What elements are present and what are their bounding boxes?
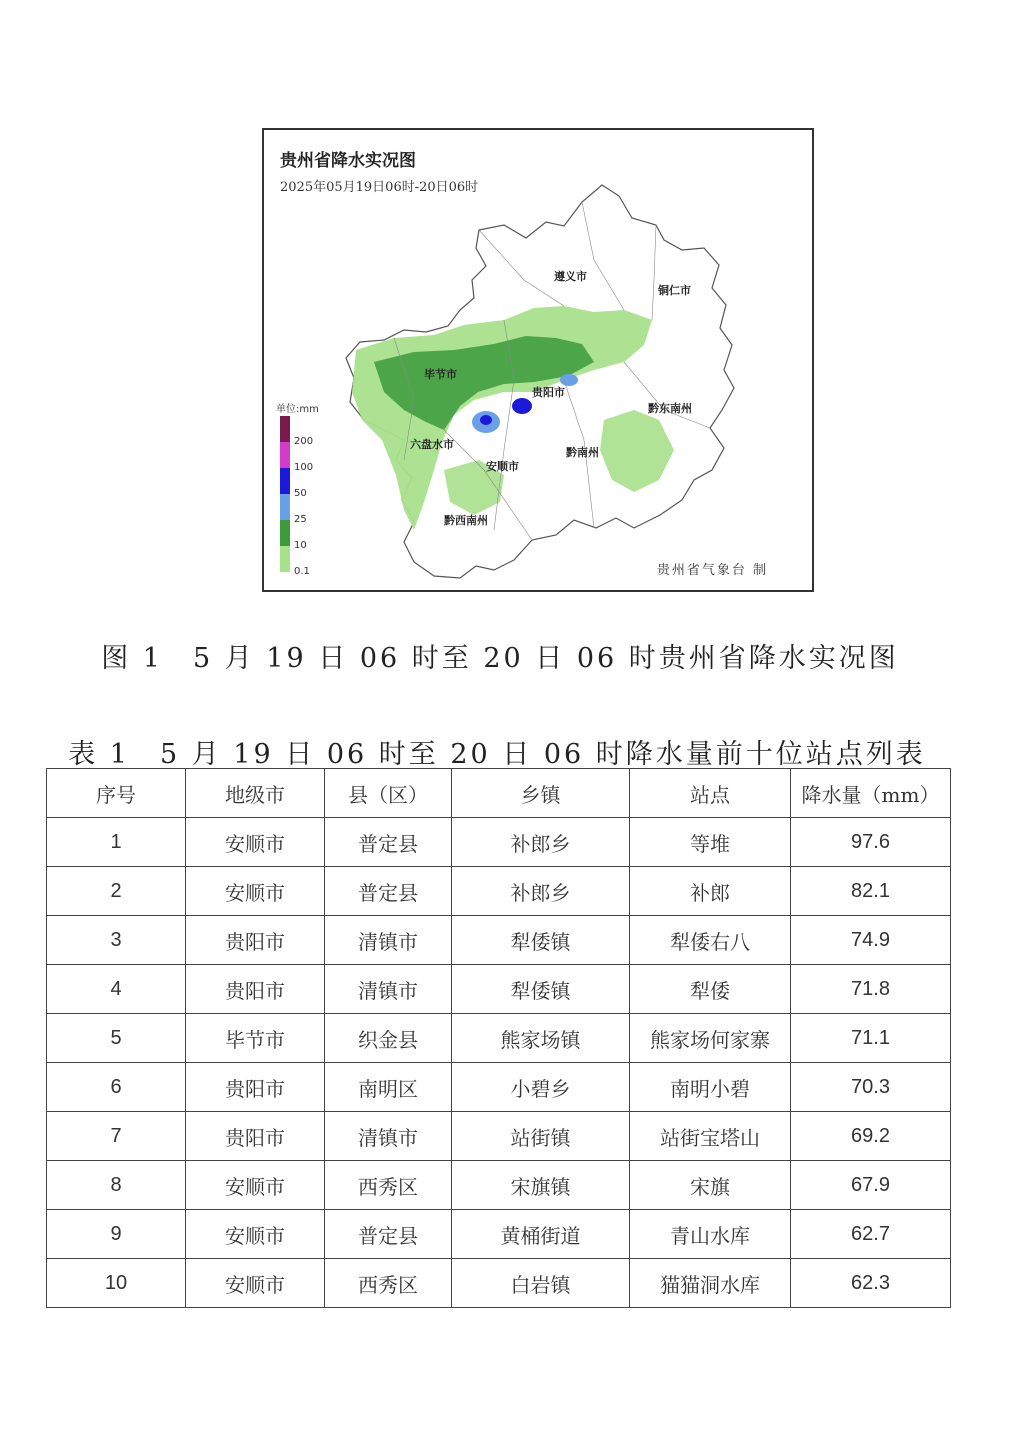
cell-city: 贵阳市 [186,965,325,1014]
city-label: 遵义市 [554,270,587,283]
city-label: 毕节市 [424,368,457,381]
legend-swatch-10 [280,520,290,546]
cell-index: 6 [47,1063,186,1112]
city-label: 六盘水市 [410,438,454,451]
cell-index: 8 [47,1161,186,1210]
cell-station: 犁倭 [630,965,791,1014]
cell-county: 清镇市 [325,965,452,1014]
city-label: 贵阳市 [532,386,565,399]
cell-county: 南明区 [325,1063,452,1112]
cell-town: 补郎乡 [452,818,630,867]
cell-index: 5 [47,1014,186,1063]
cell-station: 熊家场何家寨 [630,1014,791,1063]
precipitation-table [46,768,951,1308]
table-row [47,916,951,965]
table-row [47,1161,951,1210]
cell-index: 1 [47,818,186,867]
cell-precipitation: 67.9 [791,1161,951,1210]
cell-station: 南明小碧 [630,1063,791,1112]
cell-precipitation: 70.3 [791,1063,951,1112]
figure-caption: 图 1 5 月 19 日 06 时至 20 日 06 时贵州省降水实况图 [101,643,899,674]
city-label: 黔西南州 [444,514,488,527]
cell-precipitation: 82.1 [791,867,951,916]
precipitation-map [262,128,814,592]
cell-station: 犁倭右八 [630,916,791,965]
map-credit: 贵州省气象台 制 [656,563,768,578]
cell-city: 贵阳市 [186,1063,325,1112]
cell-precipitation: 62.3 [791,1259,951,1308]
rain-area-heavy-2 [512,398,532,414]
header-town: 乡镇 [452,769,630,818]
legend-label: 50 [294,488,307,499]
cell-precipitation: 74.9 [791,916,951,965]
header-station: 站点 [630,769,791,818]
cell-city: 安顺市 [186,867,325,916]
cell-index: 4 [47,965,186,1014]
cell-town: 黄桶街道 [452,1210,630,1259]
cell-index: 2 [47,867,186,916]
table-row [47,818,951,867]
cell-city: 安顺市 [186,818,325,867]
cell-city: 贵阳市 [186,1112,325,1161]
legend-swatch-25 [280,494,290,520]
cell-town: 熊家场镇 [452,1014,630,1063]
rain-area-heavy-4 [480,415,492,425]
cell-town: 犁倭镇 [452,916,630,965]
cell-precipitation: 62.7 [791,1210,951,1259]
cell-station: 青山水库 [630,1210,791,1259]
cell-station: 补郎 [630,867,791,916]
cell-city: 毕节市 [186,1014,325,1063]
table-row [47,867,951,916]
cell-city: 安顺市 [186,1259,325,1308]
cell-county: 普定县 [325,818,452,867]
cell-precipitation: 71.1 [791,1014,951,1063]
cell-county: 普定县 [325,867,452,916]
cell-index: 3 [47,916,186,965]
city-label: 黔南州 [566,446,599,459]
cell-town: 站街镇 [452,1112,630,1161]
cell-precipitation: 97.6 [791,818,951,867]
cell-county: 清镇市 [325,916,452,965]
cell-station: 等堆 [630,818,791,867]
cell-county: 清镇市 [325,1112,452,1161]
legend-swatch-50 [280,468,290,494]
legend-swatch-200 [280,416,290,442]
cell-county: 西秀区 [325,1161,452,1210]
table-row [47,1259,951,1308]
cell-station: 宋旗 [630,1161,791,1210]
cell-station: 站街宝塔山 [630,1112,791,1161]
guizhou-map-graphic [264,130,814,592]
cell-city: 安顺市 [186,1210,325,1259]
cell-city: 贵阳市 [186,916,325,965]
cell-county: 西秀区 [325,1259,452,1308]
table-row [47,1014,951,1063]
legend-bar [280,416,290,572]
table-row [47,1063,951,1112]
cell-town: 小碧乡 [452,1063,630,1112]
legend-label: 10 [294,540,307,551]
cell-station: 猫猫洞水库 [630,1259,791,1308]
header-county: 县（区） [325,769,452,818]
header-index: 序号 [47,769,186,818]
table-header-row [47,769,951,818]
cell-index: 10 [47,1259,186,1308]
cell-index: 7 [47,1112,186,1161]
cell-precipitation: 69.2 [791,1112,951,1161]
cell-town: 犁倭镇 [452,965,630,1014]
cell-county: 织金县 [325,1014,452,1063]
map-title: 贵州省降水实况图 [280,151,416,171]
legend-unit: 单位:mm [276,404,319,415]
cell-precipitation: 71.8 [791,965,951,1014]
legend-swatch-100 [280,442,290,468]
cell-town: 补郎乡 [452,867,630,916]
city-label: 安顺市 [486,460,519,473]
cell-county: 普定县 [325,1210,452,1259]
header-city: 地级市 [186,769,325,818]
city-label: 黔东南州 [648,402,692,415]
cell-index: 9 [47,1210,186,1259]
table-title: 表 1 5 月 19 日 06 时至 20 日 06 时降水量前十位站点列表 [68,739,926,770]
legend-label: 200 [294,436,314,447]
legend-label: 0.1 [294,566,310,577]
table-row [47,1210,951,1259]
header-precipitation: 降水量（mm） [791,769,951,818]
cell-town: 白岩镇 [452,1259,630,1308]
cell-town: 宋旗镇 [452,1161,630,1210]
table-row [47,1112,951,1161]
table-row [47,965,951,1014]
map-subtitle: 2025年05月19日06时-20日06时 [280,180,479,195]
legend-label: 25 [294,514,307,525]
legend-swatch-0-1 [280,546,290,572]
legend-label: 100 [294,462,314,473]
city-label: 铜仁市 [658,284,691,297]
cell-city: 安顺市 [186,1161,325,1210]
